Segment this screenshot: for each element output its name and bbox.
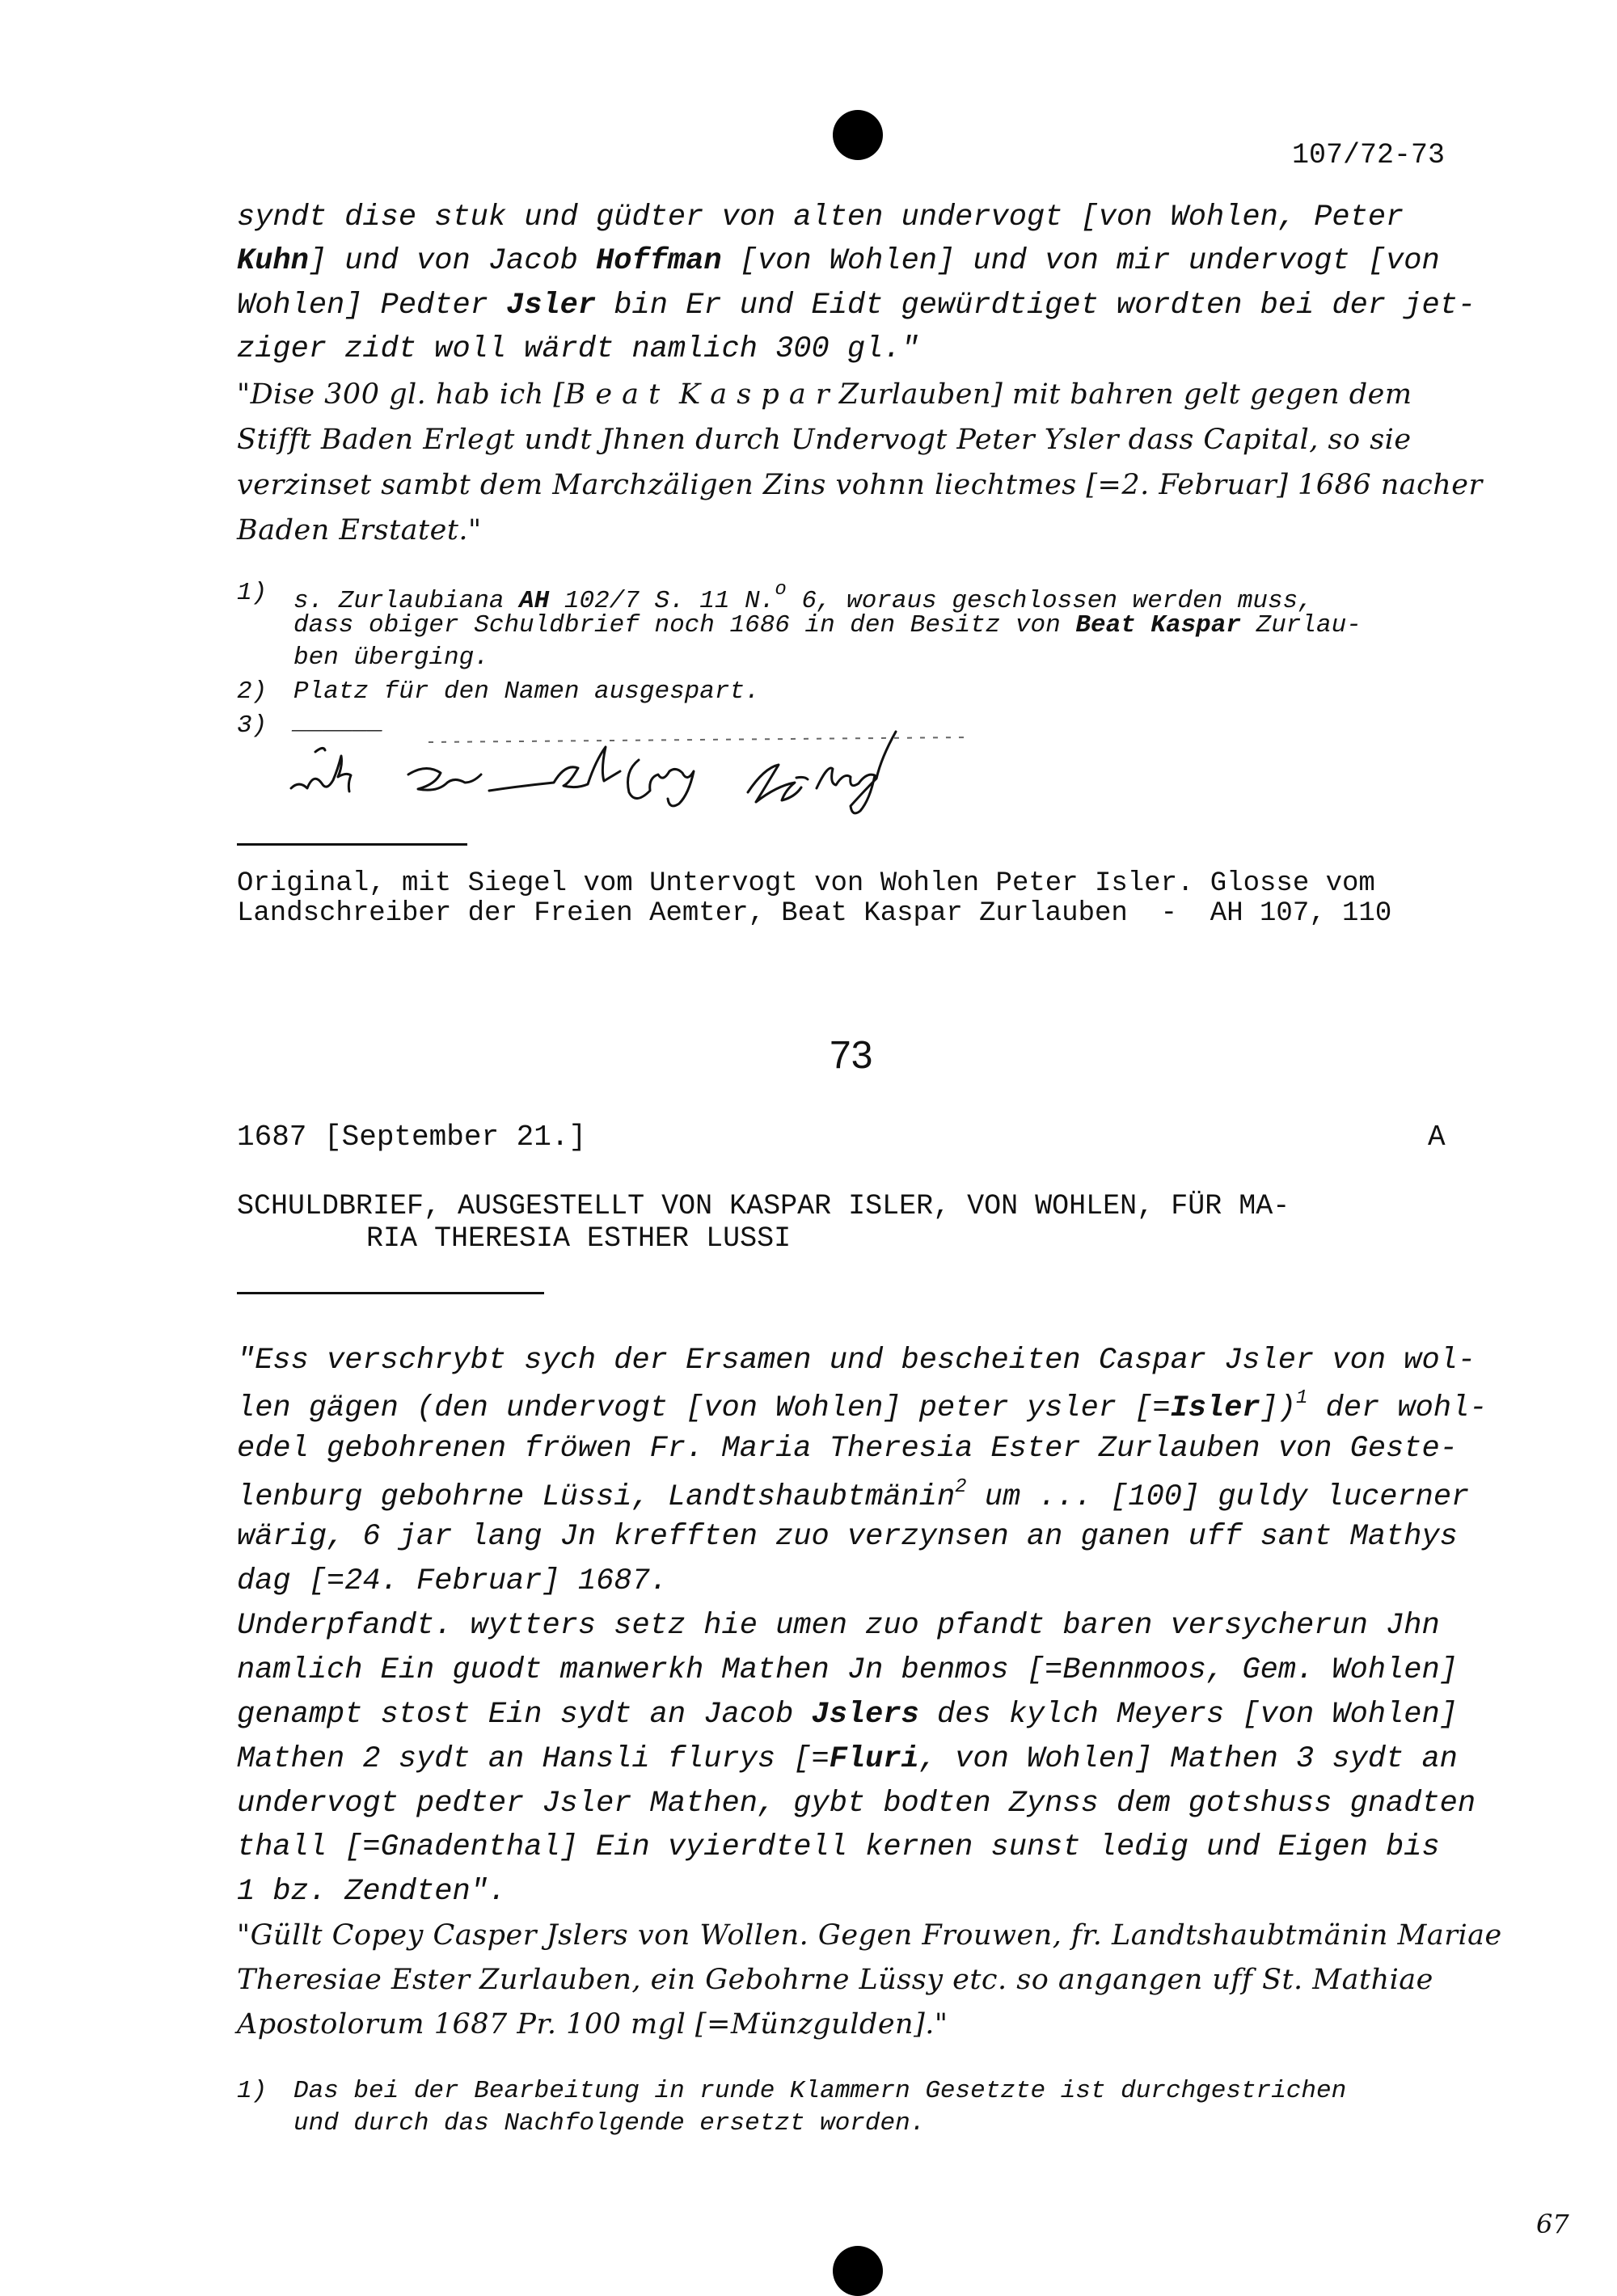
gloss-line-3: verzinset sambt dem Marchzäligen Zins vohnn liechtmes [=2. Februar] 1686 nacher [237,469,1483,501]
footnote-1-number: 1) [237,579,268,607]
footnote-1-line-2: dass obiger Schuldbrief noch 1686 in den Besitz von Beat Kaspar Zurlau- [293,611,1362,639]
main-text-line-5: wärig, 6 jar lang Jn krefften zuo verzynsen an ganen uff sant Mathys [237,1520,1458,1554]
footnote-b1-line-2: und durch das Nachfolgende ersetzt worden. [293,2109,926,2138]
footnote-3-line-1: ______ [293,708,384,736]
footnote-1-line-1: s. Zurlaubiana AH 102/7 S. 11 N.$^o$ 6, woraus geschlossen werden muss, [293,579,1313,615]
top-text-line-4: ziger zidt woll wärdt namlich 300 gl." [237,332,919,366]
main-text-line-2: len gägen (den undervogt [von Wohlen] peter ysler [=Isler])$^1$ der wohl- [237,1387,1488,1425]
footnote-2-number: 2) [237,677,268,706]
gloss2-line-2: Theresiae Ester Zurlauben, ein Gebohrne Lüssy etc. so angangen uff St. Mathiae [237,1964,1433,1996]
main-text-line-4: lenburg gebohrne Lüssi, Landtshaubtmänin$^2$ um ... [100] guldy lucerner [237,1476,1470,1514]
main-text-line-8: namlich Ein guodt manwerkh Mathen Jn benmos [=Bennmoos, Gem. Wohlen] [237,1653,1458,1687]
page-reference: 107/72-73 [1292,139,1446,171]
footnote-1-line-3: ben überging. [293,644,489,672]
footnote-b1-number: 1) [237,2077,268,2105]
punch-hole-bottom [833,2246,883,2296]
main-text-line-11: undervogt pedter Jsler Mathen, gybt bodten Zynss dem gotshuss gnadten [237,1787,1476,1821]
handwritten-signature [283,728,994,849]
main-text-line-13: 1 bz. Zendten". [237,1875,507,1909]
gloss-line-2: Stifft Baden Erlegt undt Jhnen durch Undervogt Peter Ysler dass Capital, so sie [237,424,1412,456]
gloss-line-1: "Dise 300 gl. hab ich [B e a t K a s p a r Zurlauben] mit bahren gelt gegen dem [237,378,1412,411]
top-text-line-2: Kuhn] und von Jacob Hoffman [von Wohlen] und von mir undervogt [von [237,244,1440,278]
footnote-2-line-1: Platz für den Namen ausgespart. [293,677,760,706]
document-letter: A [1428,1121,1446,1154]
corner-page-mark: 67 [1536,2209,1569,2239]
main-text-line-12: thall [=Gnadenthal] Ein vyierdtell kernen sunst ledig und Eigen bis [237,1830,1440,1864]
source-note-line-2: Landschreiber der Freien Aemter, Beat Kaspar Zurlauben - AH 107, 110 [237,898,1392,929]
heading-line-1: SCHULDBRIEF, AUSGESTELLT VON KASPAR ISLER, VON WOHLEN, FÜR MA- [237,1190,1290,1222]
main-text-line-7: Underpfandt. wytters setz hie umen zuo pfandt baren versycherun Jhn [237,1609,1440,1643]
gloss2-line-1: "Güllt Copey Casper Jslers von Wollen. Gegen Frouwen, fr. Landtshaubtmänin Mariae [237,1919,1502,1952]
main-text-line-9: genampt stost Ein sydt an Jacob Jslers des kylch Meyers [von Wohlen] [237,1698,1458,1732]
punch-hole-top [833,110,883,160]
footnote-3-number: 3) [237,711,268,740]
top-text-line-1: syndt dise stuk und güdter von alten undervogt [von Wohlen, Peter [237,200,1404,234]
main-text-line-3: edel gebohrenen fröwen Fr. Maria Theresia Ester Zurlauben von Geste- [237,1432,1458,1466]
footnote-b1-line-1: Das bei der Bearbeitung in runde Klammern Gesetzte ist durchgestrichen [293,2077,1347,2105]
document-number: 73 [830,1034,873,1077]
main-text-line-6: dag [=24. Februar] 1687. [237,1564,668,1598]
separator-rule-2 [237,1292,544,1294]
source-note-line-1: Original, mit Siegel vom Untervogt von Wohlen Peter Isler. Glosse vom [237,868,1375,899]
main-text-line-1: "Ess verschrybt sych der Ersamen und bescheiten Caspar Jsler von wol- [237,1344,1476,1378]
separator-rule-1 [237,843,467,846]
main-text-line-10: Mathen 2 sydt an Hansli flurys [=Fluri, von Wohlen] Mathen 3 sydt an [237,1742,1458,1776]
document-date: 1687 [September 21.] [237,1121,587,1154]
heading-line-2: RIA THERESIA ESTHER LUSSI [366,1222,792,1255]
gloss2-line-3: Apostolorum 1687 Pr. 100 mgl [=Münzgulden]." [237,2008,948,2041]
top-text-line-3: Wohlen] Pedter Jsler bin Er und Eidt gewürdtiget wordten bei der jet- [237,289,1476,323]
gloss-line-4: Baden Erstatet." [237,514,482,547]
